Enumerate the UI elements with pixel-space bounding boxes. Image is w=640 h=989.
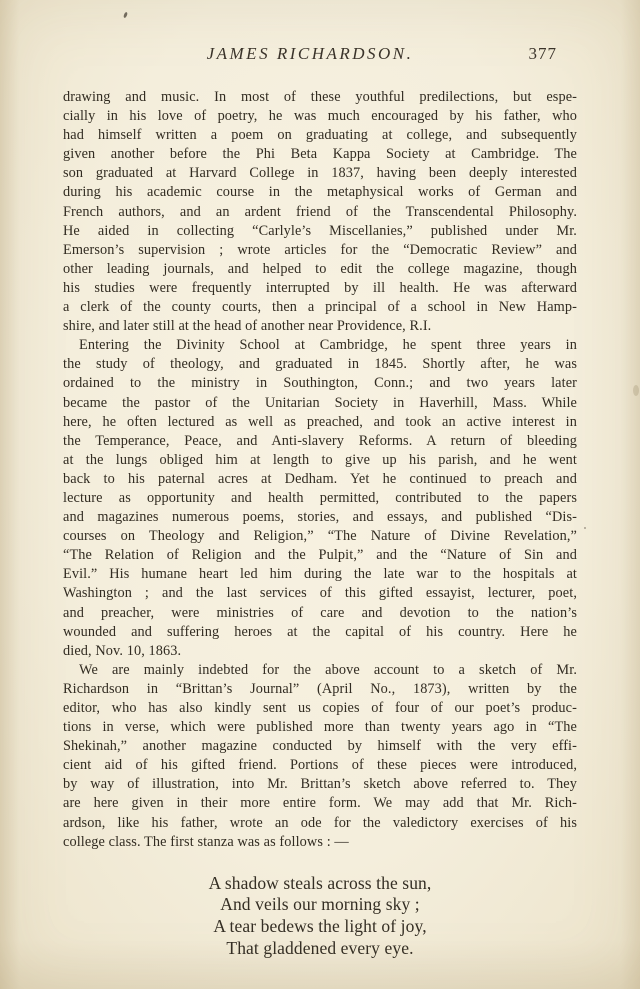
- page-header: [63, 44, 577, 70]
- text-line: and magazines numerous poems, stories, and essays, and published “Dis-: [63, 509, 577, 526]
- poem-line: A tear bedews the light of joy,: [213, 915, 427, 936]
- text-line: Evil.” His humane heart led him during the late war to the hospitals at: [63, 566, 577, 583]
- text-line: We are mainly indebted for the above account to a sketch of Mr.: [79, 661, 577, 678]
- text-line: and preacher, were ministries of care and devotion to the nation’s: [63, 604, 577, 621]
- page-number: 377: [528, 44, 557, 63]
- ink-speck: [123, 12, 128, 19]
- poem-line: That gladdened every eye.: [226, 937, 414, 958]
- text-line: college class. The first stanza was as follows : —: [63, 833, 349, 850]
- text-line: editor, who has also kindly sent us copies of four of our poet’s produc-: [63, 700, 577, 716]
- text-line: given another before the Phi Beta Kappa Society at Cambridge. The: [63, 146, 577, 163]
- text-line: had himself written a poem on graduating at college, and subsequently: [63, 127, 577, 144]
- text-line: lecture as opportunity and health permitted, contributed to the papers: [63, 489, 577, 506]
- paragraph: [63, 336, 577, 661]
- text-line: a clerk of the county courts, then a principal of a school in New Hamp-: [63, 299, 577, 316]
- text-line: the Temperance, Peace, and Anti-slavery Reforms. A return of bleeding: [63, 432, 577, 449]
- text-line: He aided in collecting “Carlyle’s Miscellanies,” published under Mr.: [63, 222, 577, 239]
- text-line: his studies were frequently interrupted by ill health. He was afterward: [63, 279, 577, 296]
- text-line: became the pastor of the Unitarian Society in Haverhill, Mass. While: [63, 394, 577, 411]
- poem-stanza: [63, 873, 577, 959]
- text-line: son graduated at Harvard College in 1837, having been deeply interested: [63, 165, 577, 182]
- ink-speck: [633, 385, 639, 396]
- text-line: other leading journals, and helped to edit the college magazine, though: [63, 260, 577, 277]
- text-line: cially in his love of poetry, he was much encouraged by his father, who: [63, 108, 577, 125]
- text-line: “The Relation of Religion and the Pulpit,” and the “Nature of Sin and: [63, 547, 577, 564]
- text-line: shire, and later still at the head of another near Providence, R.I.: [63, 318, 432, 335]
- text-line: drawing and music. In most of these youthful predilections, but espe-: [63, 89, 577, 105]
- text-line: courses on Theology and Religion,” “The Nature of Divine Revelation,”: [63, 528, 577, 545]
- text-line: by way of illustration, into Mr. Brittan’s sketch above referred to. They: [63, 776, 577, 793]
- text-line: tions in verse, which were published more than twenty years ago in “The: [63, 719, 577, 736]
- text-line: back to his paternal acres at Dedham. Yet he continued to preach and: [63, 470, 577, 487]
- paragraph: [63, 88, 577, 336]
- poem-line: And veils our morning sky ;: [220, 894, 420, 915]
- text-line: Washington ; and the last services of this gifted essayist, lecturer, poet,: [63, 585, 577, 602]
- text-line: Emerson’s supervision ; wrote articles for the “Democratic Review” and: [63, 241, 577, 258]
- text-line: Richardson in “Brittan’s Journal” (April No., 1873), written by the: [63, 680, 577, 697]
- text-line: during his academic course in the metaphysical works of German and: [63, 184, 577, 201]
- text-line: ardson, like his father, wrote an ode for the valedictory exercises of his: [63, 814, 577, 831]
- running-title: JAMES RICHARDSON.: [206, 44, 414, 63]
- text-line: ordained to the ministry in Southington, Conn.; and two years later: [63, 375, 577, 392]
- text-line: French authors, and an ardent friend of the Transcendental Philosophy.: [63, 203, 577, 220]
- poem-line: A shadow steals across the sun,: [208, 872, 432, 893]
- text-line: wounded and suffering heroes at the capital of his country. Here he: [63, 623, 577, 640]
- text-line: died, Nov. 10, 1863.: [63, 642, 182, 659]
- paragraph: [63, 661, 577, 852]
- text-line: here, he often lectured as well as preached, and took an active interest in: [63, 413, 577, 430]
- text-line: Entering the Divinity School at Cambridge, he spent three years in: [79, 337, 577, 354]
- page-body: [63, 88, 577, 959]
- ink-speck: [584, 527, 586, 529]
- text-line: the study of theology, and graduated in 1845. Shortly after, he was: [63, 356, 577, 373]
- text-line: at the lungs obliged him at length to give up his parish, and he went: [63, 451, 577, 468]
- text-line: Shekinah,” another magazine conducted by himself with the very effi-: [63, 738, 577, 755]
- text-line: cient aid of his gifted friend. Portions of these pieces were introduced,: [63, 757, 577, 774]
- text-line: are here given in their more entire form. We may add that Mr. Rich-: [63, 795, 577, 812]
